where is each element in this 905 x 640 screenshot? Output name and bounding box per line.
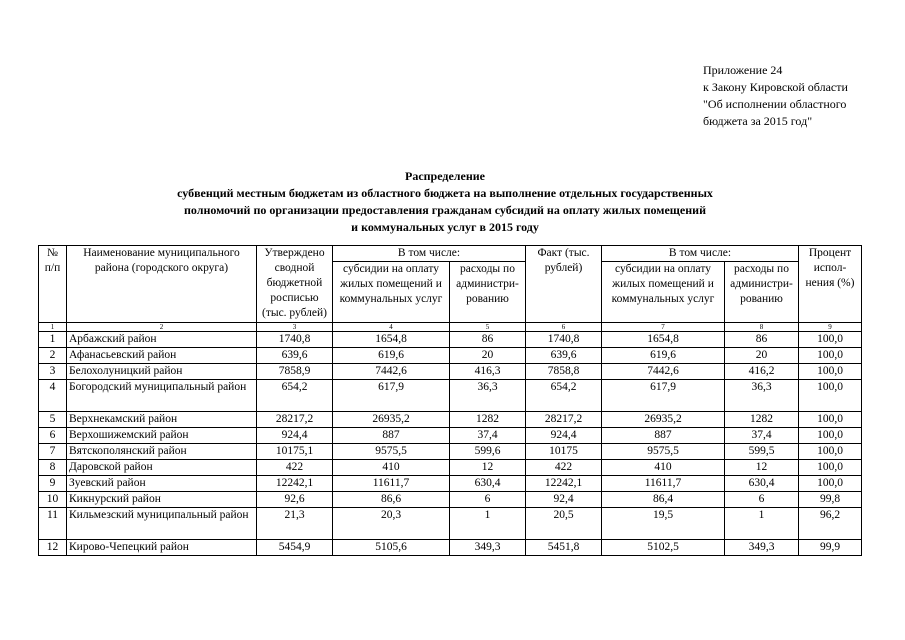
- row-number: 1: [39, 332, 67, 348]
- district-name: Кирово-Чепецкий район: [67, 540, 257, 556]
- subsidies-amount: 20,3: [333, 508, 450, 540]
- district-name: Афанасьевский район: [67, 348, 257, 364]
- appendix-block: [703, 62, 848, 130]
- execution-percent: 100,0: [799, 428, 862, 444]
- fact-admin: 630,4: [725, 476, 799, 492]
- header-percent: Процент испол-нения (%): [799, 246, 862, 323]
- table-row: [39, 380, 862, 412]
- subsidies-amount: 9575,5: [333, 444, 450, 460]
- row-number: 3: [39, 364, 67, 380]
- district-name: Богородский муниципальный район: [67, 380, 257, 412]
- fact-admin: 37,4: [725, 428, 799, 444]
- header-including: В том числе:: [602, 246, 799, 262]
- fact-admin: 86: [725, 332, 799, 348]
- admin-expenses: 36,3: [450, 380, 526, 412]
- row-number: 10: [39, 492, 67, 508]
- fact-subsidies: 7442,6: [602, 364, 725, 380]
- admin-expenses: 86: [450, 332, 526, 348]
- district-name: Верхошижемский район: [67, 428, 257, 444]
- approved-amount: 28217,2: [257, 412, 333, 428]
- execution-percent: 99,9: [799, 540, 862, 556]
- fact-subsidies: 1654,8: [602, 332, 725, 348]
- row-number: 8: [39, 460, 67, 476]
- execution-percent: 100,0: [799, 476, 862, 492]
- row-number: 2: [39, 348, 67, 364]
- admin-expenses: 1282: [450, 412, 526, 428]
- admin-expenses: 20: [450, 348, 526, 364]
- header-subsidies: субсидии на оплату жилых помещений и коммунальных услуг: [333, 262, 450, 323]
- table-row: [39, 460, 862, 476]
- fact-amount: 422: [526, 460, 602, 476]
- title-line: и коммунальных услуг в 2015 году: [351, 220, 539, 234]
- admin-expenses: 349,3: [450, 540, 526, 556]
- table-row: [39, 444, 862, 460]
- approved-amount: 5454,9: [257, 540, 333, 556]
- fact-subsidies: 5102,5: [602, 540, 725, 556]
- table-row: [39, 540, 862, 556]
- appendix-line: Приложение 24: [703, 63, 783, 77]
- district-name: Кикнурский район: [67, 492, 257, 508]
- admin-expenses: 37,4: [450, 428, 526, 444]
- admin-expenses: 12: [450, 460, 526, 476]
- admin-expenses: 630,4: [450, 476, 526, 492]
- fact-subsidies: 26935,2: [602, 412, 725, 428]
- appendix-line: "Об исполнении областного: [703, 97, 847, 111]
- header-admin: расходы по администри-рованию: [725, 262, 799, 323]
- fact-amount: 7858,8: [526, 364, 602, 380]
- row-number: 9: [39, 476, 67, 492]
- approved-amount: 7858,9: [257, 364, 333, 380]
- execution-percent: 100,0: [799, 460, 862, 476]
- subsidies-amount: 86,6: [333, 492, 450, 508]
- subsidies-amount: 617,9: [333, 380, 450, 412]
- appendix-line: бюджета за 2015 год": [703, 114, 813, 128]
- fact-amount: 1740,8: [526, 332, 602, 348]
- subsidies-amount: 887: [333, 428, 450, 444]
- execution-percent: 100,0: [799, 412, 862, 428]
- admin-expenses: 416,3: [450, 364, 526, 380]
- district-name: Арбажский район: [67, 332, 257, 348]
- header-including: В том числе:: [333, 246, 526, 262]
- fact-admin: 599,5: [725, 444, 799, 460]
- fact-admin: 36,3: [725, 380, 799, 412]
- subsidies-amount: 11611,7: [333, 476, 450, 492]
- district-name: Кильмезский муниципальный район: [67, 508, 257, 540]
- district-name: Зуевский район: [67, 476, 257, 492]
- subsidies-amount: 1654,8: [333, 332, 450, 348]
- fact-admin: 349,3: [725, 540, 799, 556]
- title-line: полномочий по организации предоставления гражданам субсидий на оплату жилых помещений: [183, 203, 707, 217]
- header-name: Наименование муниципального района (городского округа): [67, 246, 257, 323]
- district-name: Белохолуницкий район: [67, 364, 257, 380]
- admin-expenses: 1: [450, 508, 526, 540]
- district-name: Даровской район: [67, 460, 257, 476]
- fact-amount: 92,4: [526, 492, 602, 508]
- subsidies-amount: 26935,2: [333, 412, 450, 428]
- district-name: Верхнекамский район: [67, 412, 257, 428]
- execution-percent: 100,0: [799, 332, 862, 348]
- execution-percent: 100,0: [799, 380, 862, 412]
- subsidies-amount: 5105,6: [333, 540, 450, 556]
- approved-amount: 12242,1: [257, 476, 333, 492]
- column-number: 8: [725, 323, 799, 332]
- column-number: 3: [257, 323, 333, 332]
- admin-expenses: 6: [450, 492, 526, 508]
- row-number: 5: [39, 412, 67, 428]
- district-name: Вятскополянский район: [67, 444, 257, 460]
- fact-admin: 20: [725, 348, 799, 364]
- table-row: [39, 492, 862, 508]
- column-number: 2: [67, 323, 257, 332]
- fact-subsidies: 617,9: [602, 380, 725, 412]
- column-number: 9: [799, 323, 862, 332]
- row-number: 6: [39, 428, 67, 444]
- column-number: 5: [450, 323, 526, 332]
- approved-amount: 21,3: [257, 508, 333, 540]
- table-row: [39, 428, 862, 444]
- header-num: № п/п: [39, 246, 67, 323]
- fact-admin: 12: [725, 460, 799, 476]
- appendix-line: к Закону Кировской области: [703, 80, 848, 94]
- approved-amount: 10175,1: [257, 444, 333, 460]
- execution-percent: 100,0: [799, 364, 862, 380]
- fact-admin: 1282: [725, 412, 799, 428]
- fact-subsidies: 19,5: [602, 508, 725, 540]
- subsidies-amount: 410: [333, 460, 450, 476]
- fact-amount: 639,6: [526, 348, 602, 364]
- execution-percent: 96,2: [799, 508, 862, 540]
- row-number: 12: [39, 540, 67, 556]
- subsidies-amount: 619,6: [333, 348, 450, 364]
- row-number: 11: [39, 508, 67, 540]
- fact-subsidies: 11611,7: [602, 476, 725, 492]
- header-subsidies: субсидии на оплату жилых помещений и коммунальных услуг: [602, 262, 725, 323]
- fact-admin: 6: [725, 492, 799, 508]
- fact-amount: 10175: [526, 444, 602, 460]
- column-number: 6: [526, 323, 602, 332]
- fact-subsidies: 9575,5: [602, 444, 725, 460]
- row-number: 4: [39, 380, 67, 412]
- fact-subsidies: 410: [602, 460, 725, 476]
- table-row: [39, 412, 862, 428]
- row-number: 7: [39, 444, 67, 460]
- approved-amount: 92,6: [257, 492, 333, 508]
- fact-subsidies: 619,6: [602, 348, 725, 364]
- approved-amount: 654,2: [257, 380, 333, 412]
- fact-subsidies: 86,4: [602, 492, 725, 508]
- fact-amount: 924,4: [526, 428, 602, 444]
- column-number: 1: [39, 323, 67, 332]
- approved-amount: 639,6: [257, 348, 333, 364]
- execution-percent: 100,0: [799, 348, 862, 364]
- column-number: 7: [602, 323, 725, 332]
- table-row: [39, 332, 862, 348]
- column-number: 4: [333, 323, 450, 332]
- approved-amount: 422: [257, 460, 333, 476]
- execution-percent: 100,0: [799, 444, 862, 460]
- header-admin: расходы по администри-рованию: [450, 262, 526, 323]
- table-row: [39, 508, 862, 540]
- column-number-row: [39, 323, 862, 332]
- title-line: субвенций местным бюджетам из областного бюджета на выполнение отдельных государственных: [177, 186, 713, 200]
- header-approved: Утверждено сводной бюджетной росписью (тыс. рублей): [257, 246, 333, 323]
- fact-amount: 12242,1: [526, 476, 602, 492]
- approved-amount: 1740,8: [257, 332, 333, 348]
- table-row: [39, 348, 862, 364]
- fact-amount: 5451,8: [526, 540, 602, 556]
- title-line: Распределение: [404, 169, 486, 183]
- fact-admin: 1: [725, 508, 799, 540]
- admin-expenses: 599,6: [450, 444, 526, 460]
- header-fact: Факт (тыс. рублей): [526, 246, 602, 323]
- approved-amount: 924,4: [257, 428, 333, 444]
- subsidies-amount: 7442,6: [333, 364, 450, 380]
- execution-percent: 99,8: [799, 492, 862, 508]
- document-title: [100, 168, 790, 236]
- subvention-table: [38, 245, 862, 556]
- fact-amount: 28217,2: [526, 412, 602, 428]
- fact-subsidies: 887: [602, 428, 725, 444]
- table-row: [39, 364, 862, 380]
- fact-amount: 20,5: [526, 508, 602, 540]
- table-row: [39, 476, 862, 492]
- fact-amount: 654,2: [526, 380, 602, 412]
- fact-admin: 416,2: [725, 364, 799, 380]
